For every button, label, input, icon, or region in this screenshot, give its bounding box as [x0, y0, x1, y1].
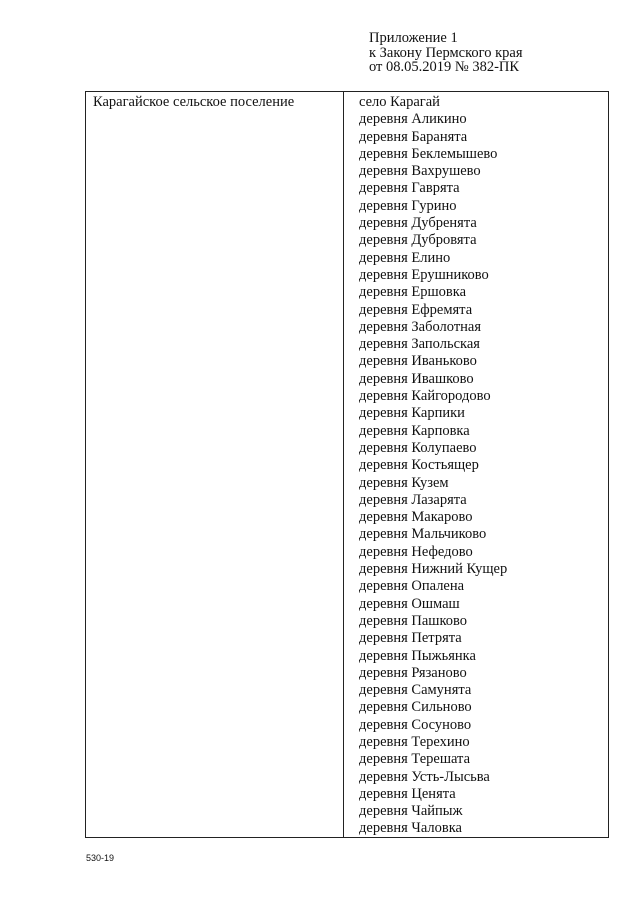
settlement-item: деревня Баранята	[359, 128, 468, 145]
settlement-item: деревня Пашково	[359, 612, 468, 629]
settlement-item: деревня Мальчиково	[359, 526, 487, 543]
settlement-item: деревня Макарово	[359, 509, 473, 526]
settlement-item: деревня Самунята	[359, 682, 472, 699]
settlement-item: деревня Дубренята	[359, 215, 477, 232]
settlement-item: деревня Аликино	[359, 111, 467, 128]
settlement-item: деревня Нижний Кущер	[359, 561, 508, 578]
settlement-item: деревня Беклемышево	[359, 145, 498, 162]
settlement-item: деревня Нефедово	[359, 543, 473, 560]
settlement-item: деревня Рязаново	[359, 664, 467, 681]
settlement-item: деревня Кузем	[359, 474, 449, 491]
settlement-item: деревня Карповка	[359, 422, 470, 439]
settlement-item: деревня Вахрушево	[359, 163, 481, 180]
settlement-item: деревня Ерушниково	[359, 266, 489, 283]
settlement-item: деревня Ценята	[359, 785, 456, 802]
settlement-item: деревня Гурино	[359, 197, 457, 214]
settlement-item: деревня Ершовка	[359, 284, 467, 301]
settlement-item: деревня Терехино	[359, 733, 470, 750]
settlement-item: деревня Сосуново	[359, 716, 472, 733]
settlement-item: деревня Заболотная	[359, 318, 482, 335]
settlement-item: деревня Запольская	[359, 336, 480, 353]
municipality-name: Карагайское сельское поселение	[93, 94, 295, 110]
settlement-item: деревня Ошмаш	[359, 595, 460, 612]
settlement-item: деревня Ефремята	[359, 301, 473, 318]
settlement-item: деревня Костьящер	[359, 457, 479, 474]
settlement-item: село Карагай	[359, 94, 440, 110]
settlement-item: деревня Терешата	[359, 751, 471, 768]
settlement-item: деревня Пыжьянка	[359, 647, 476, 664]
settlement-item: деревня Чаловка	[359, 820, 462, 837]
settlement-list-cell	[359, 94, 608, 838]
settlement-item: деревня Опалена	[359, 578, 465, 595]
settlement-item: деревня Иваньково	[359, 353, 477, 370]
settlement-item: деревня Карпики	[359, 405, 465, 422]
appendix-header	[369, 31, 523, 75]
settlement-item: деревня Чайпыж	[359, 803, 463, 820]
settlement-item: деревня Гаврята	[359, 180, 460, 197]
settlement-item: деревня Дубровята	[359, 232, 477, 249]
appendix-title: Приложение 1	[369, 30, 458, 46]
settlement-item: деревня Ивашково	[359, 370, 474, 387]
law-date-number: от 08.05.2019 № 382-ПК	[369, 59, 520, 75]
settlement-item: деревня Лазарята	[359, 491, 467, 508]
settlement-item: деревня Петрята	[359, 630, 462, 647]
settlement-item: деревня Елино	[359, 249, 451, 266]
document-code: 530-19	[86, 853, 115, 863]
law-reference: к Закону Пермского края	[369, 44, 523, 61]
settlement-item: деревня Кайгородово	[359, 388, 491, 405]
settlement-item: деревня Колупаево	[359, 439, 477, 456]
municipality-cell	[86, 92, 344, 837]
settlements-table	[85, 91, 609, 838]
settlement-item: деревня Сильново	[359, 699, 472, 716]
settlement-item: деревня Усть-Лысьва	[359, 768, 490, 785]
